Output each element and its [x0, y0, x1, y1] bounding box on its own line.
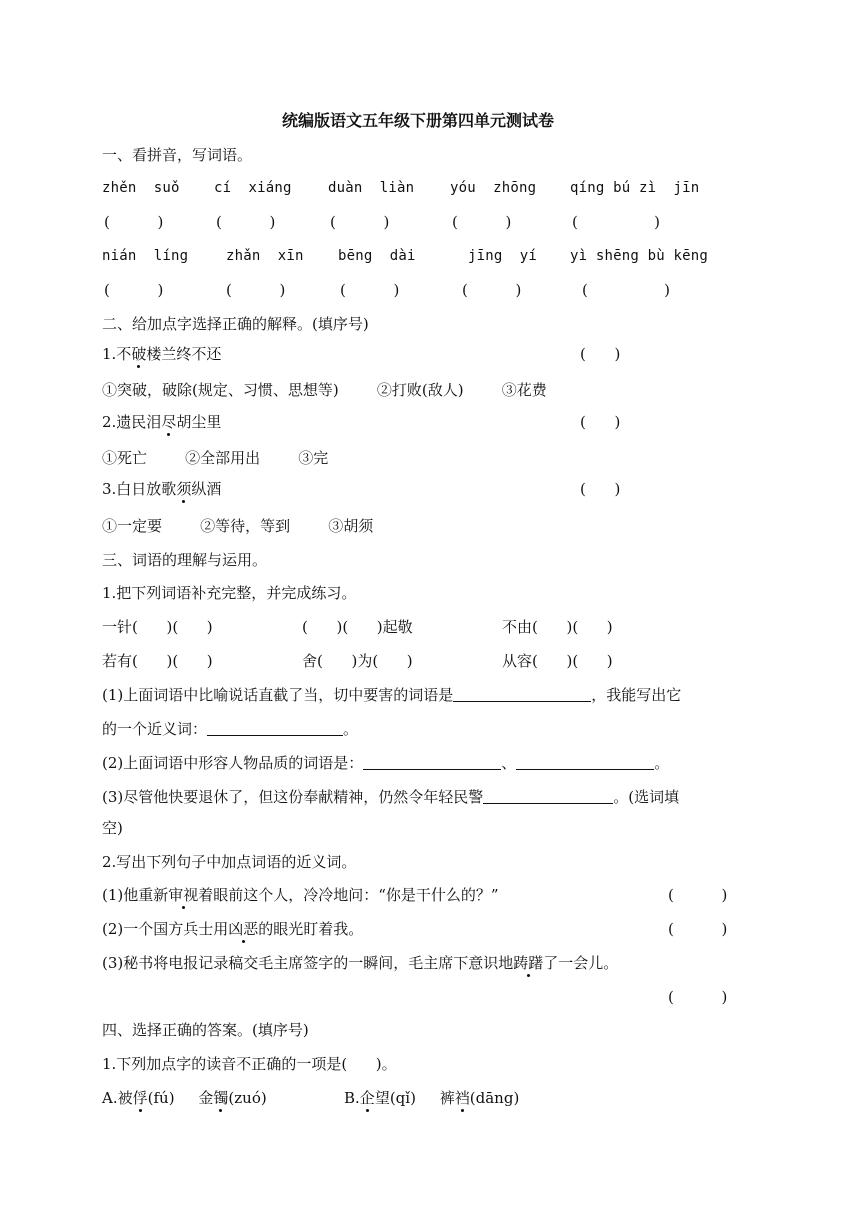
answer-line[interactable]	[207, 719, 343, 736]
sub-question-1: (1)上面词语中比喻说话直截了当，切中要害的词语是 ，我能写出它	[102, 686, 682, 704]
idiom-fill[interactable]: 若有( )( )	[102, 652, 213, 670]
section-4-heading: 四、选择正确的答案。(填序号)	[102, 1021, 309, 1039]
dotted-char: 俘	[132, 1089, 148, 1107]
answer-line[interactable]	[516, 753, 654, 770]
idiom-fill[interactable]: 一针( )( )	[102, 618, 213, 636]
options-2-3: ①一定要 ②等待，等到 ③胡须	[102, 517, 374, 535]
sub-question-2: (2)上面词语中形容人物品质的词语是： 、 。	[102, 754, 670, 772]
question-2-3: 3.白日放歌须纵酒	[102, 480, 222, 498]
answer-line[interactable]	[453, 685, 591, 702]
sub-question-3-cont: 空)	[102, 819, 123, 837]
options-2-2: ①死亡 ②全部用出 ③完	[102, 449, 329, 467]
pinyin-item: jīng yí	[468, 248, 538, 264]
answer-blank[interactable]: ( )	[580, 345, 621, 363]
answer-line[interactable]	[483, 787, 613, 804]
answer-blank[interactable]: ( )	[462, 281, 522, 299]
pinyin-item: yì shēng bù kēng	[570, 248, 709, 264]
pinyin-item: bēng dài	[338, 248, 416, 264]
question-3-2-3: (3)秘书将电报记录稿交毛主席签字的一瞬间，毛主席下意识地踌躇了一会儿。	[102, 954, 619, 972]
pinyin-item: cí xiáng	[214, 180, 292, 196]
answer-blank[interactable]: ( )	[104, 281, 164, 299]
pinyin-item: qíng bú zì jīn	[570, 180, 700, 196]
answer-blank[interactable]: ( )	[452, 213, 512, 231]
sub-question-3: (3)尽管他快要退休了，但这份奉献精神，仍然令年轻民警 。(选词填	[102, 788, 680, 806]
idiom-fill[interactable]: 不由( )( )	[502, 618, 613, 636]
option-a[interactable]: A.被俘(fú) 金镯(zuó)	[102, 1089, 305, 1107]
question-3-2-1: (1)他重新审视着眼前这个人，冷冷地问：“你是干什么的？”	[102, 886, 499, 904]
dotted-char: 破	[131, 345, 147, 363]
dotted-char: 尽	[161, 413, 177, 431]
section-2-heading: 二、给加点字选择正确的解释。(填序号)	[102, 315, 369, 333]
answer-blank[interactable]: ( )	[340, 281, 400, 299]
question-3-2-2: (2)一个国方兵士用凶恶的眼光盯着我。	[102, 920, 364, 938]
pinyin-item: duàn liàn	[328, 180, 415, 196]
answer-blank[interactable]: ( )	[668, 988, 728, 1006]
answer-blank[interactable]: ( )	[582, 281, 670, 299]
idiom-fill[interactable]: 舍( )为( )	[302, 652, 413, 670]
dotted-word: 凶恶	[228, 920, 259, 938]
section-3-heading: 三、词语的理解与运用。	[102, 551, 268, 569]
dotted-char: 裆	[454, 1089, 470, 1107]
page-title: 统编版语文五年级下册第四单元测试卷	[282, 111, 555, 130]
section-1-heading: 一、看拼音，写词语。	[102, 146, 253, 164]
question-4-1: 1.下列加点字的读音不正确的一项是( )。	[102, 1055, 397, 1073]
answer-line[interactable]	[363, 753, 501, 770]
answer-blank[interactable]: ( )	[668, 920, 728, 938]
answer-blank[interactable]: ( )	[668, 886, 728, 904]
question-2-1: 1.不破楼兰终不还	[102, 345, 222, 363]
idiom-fill[interactable]: 从容( )( )	[502, 652, 613, 670]
question-2-2: 2.遗民泪尽胡尘里	[102, 413, 222, 431]
pinyin-item: zhǎn xīn	[226, 248, 304, 264]
option-b[interactable]: B.企望(qǐ) 裤裆(dāng)	[344, 1089, 520, 1107]
answer-blank[interactable]: ( )	[216, 213, 276, 231]
answer-blank[interactable]: ( )	[580, 480, 621, 498]
answer-blank[interactable]: ( )	[580, 413, 621, 431]
idiom-fill[interactable]: ( )( )起敬	[302, 618, 413, 636]
answer-blank[interactable]: ( )	[330, 213, 390, 231]
answer-blank[interactable]: ( )	[226, 281, 286, 299]
answer-blank[interactable]: ( )	[104, 213, 164, 231]
pinyin-item: yóu zhōng	[450, 180, 537, 196]
dotted-word: 审视	[168, 886, 199, 904]
dotted-char: 须	[176, 480, 192, 498]
question-3-2-title: 2.写出下列句子中加点词语的近义词。	[102, 853, 357, 871]
dotted-char: 企	[359, 1089, 375, 1107]
pinyin-item: zhěn suǒ	[102, 180, 180, 196]
sub-question-1-cont: 的一个近义词： 。	[102, 720, 359, 738]
dotted-word: 踌躇	[513, 954, 544, 972]
question-3-1-title: 1.把下列词语补充完整，并完成练习。	[102, 584, 357, 602]
answer-blank[interactable]: ( )	[572, 213, 660, 231]
options-2-1: ①突破，破除(规定、习惯、思想等) ②打败(敌人) ③花费	[102, 381, 547, 399]
pinyin-item: nián líng	[102, 248, 189, 264]
dotted-char: 镯	[213, 1089, 229, 1107]
